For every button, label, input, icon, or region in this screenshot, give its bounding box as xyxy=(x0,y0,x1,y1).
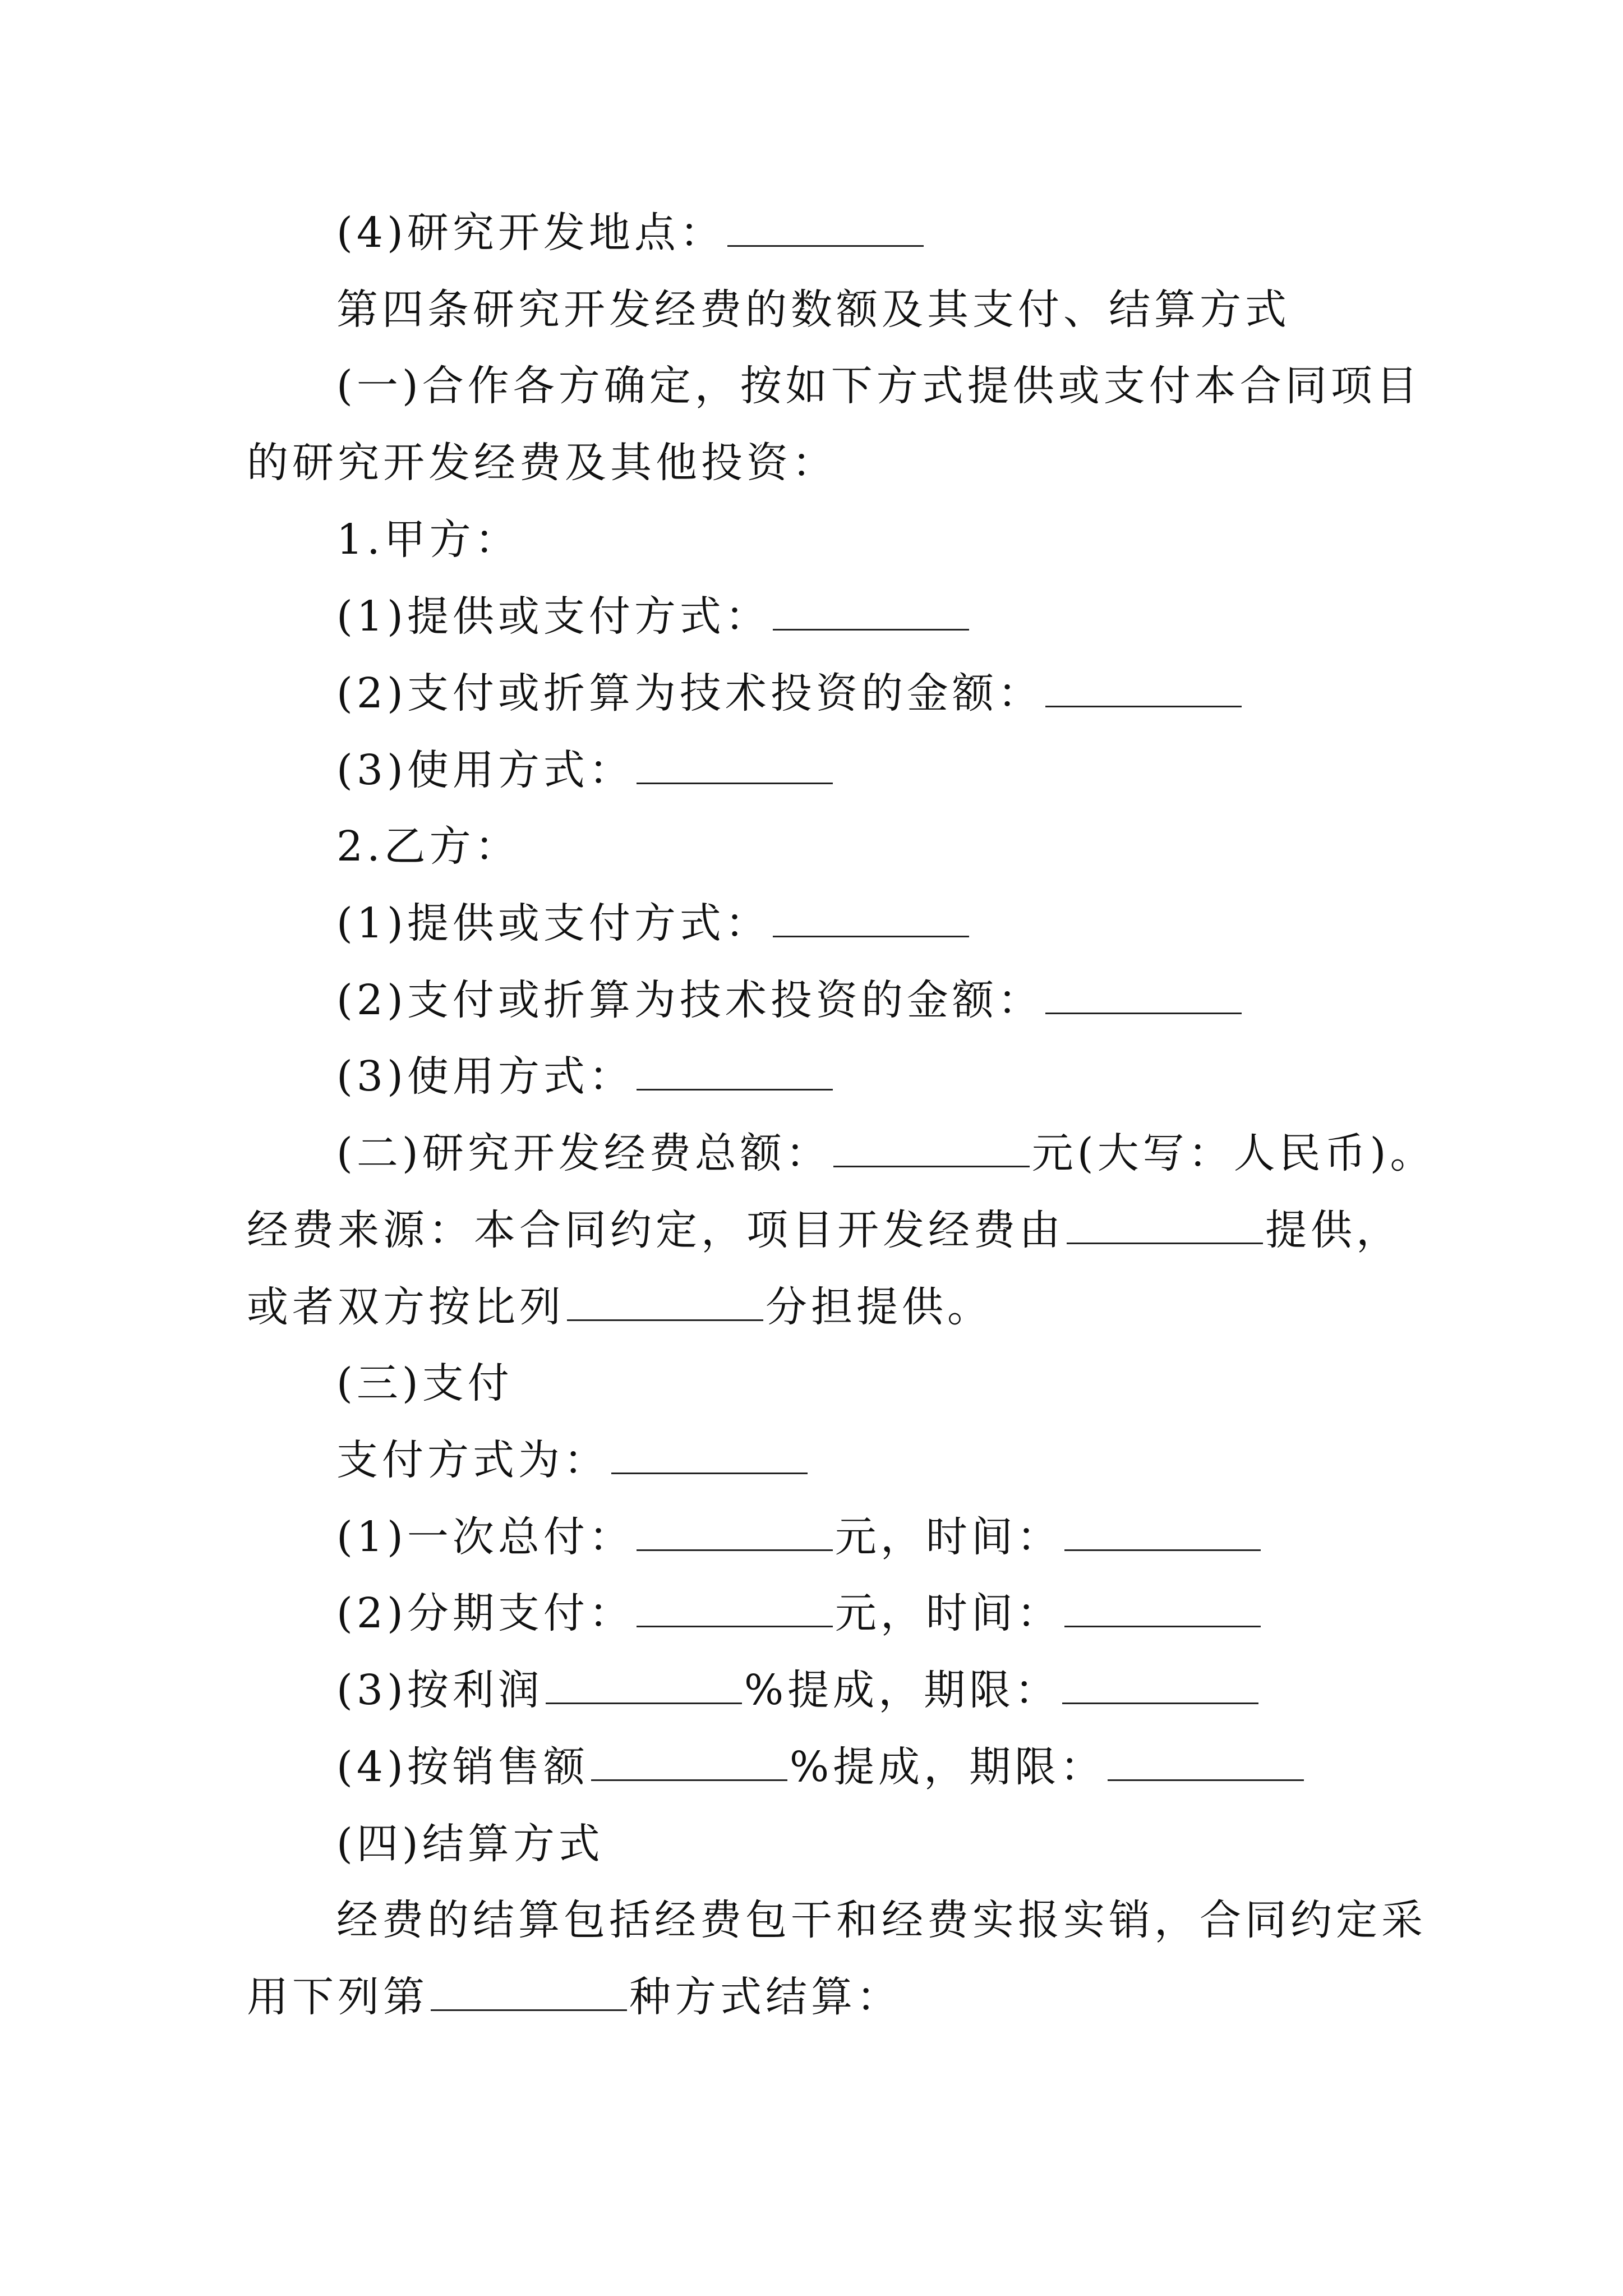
fill-blank[interactable] xyxy=(431,1973,627,2011)
fill-blank[interactable] xyxy=(1045,977,1242,1014)
fill-blank[interactable] xyxy=(833,1130,1030,1167)
payment-heading: (三)支付 xyxy=(336,1359,513,1407)
fill-blank[interactable] xyxy=(1108,1743,1304,1781)
fill-blank[interactable] xyxy=(591,1743,787,1781)
fill-blank[interactable] xyxy=(1045,670,1242,707)
fill-blank[interactable] xyxy=(637,1590,833,1627)
line-research-location: (4)研究开发地点： xyxy=(336,205,926,261)
fill-blank[interactable] xyxy=(1064,1590,1261,1627)
fill-blank[interactable] xyxy=(773,900,969,937)
fill-blank[interactable] xyxy=(611,1437,808,1474)
party-b-usage-method: (3)使用方式： xyxy=(336,1048,835,1105)
installment-line: (2)分期支付： 元，时间： xyxy=(336,1585,1263,1641)
funding-source-line: 经费来源：本合同约定，项目开发经费由 提供， xyxy=(247,1206,1401,1254)
fill-blank[interactable] xyxy=(1067,1207,1263,1244)
profit-commission-line: (3)按利润 %提成，期限： xyxy=(336,1662,1261,1718)
fill-blank[interactable] xyxy=(637,1053,833,1091)
party-b-heading: 2.乙方： xyxy=(336,822,520,871)
funding-share-line: 或者双方按比列 分担提供。 xyxy=(247,1283,993,1331)
settlement-text-line-2: 用下列第 种方式结算： xyxy=(247,1973,902,2021)
lump-sum-line: (1)一次总付： 元，时间： xyxy=(336,1509,1263,1565)
total-funding-line: (二)研究开发经费总额： 元(大写：人民币)。 xyxy=(336,1129,1436,1177)
settlement-heading: (四)结算方式 xyxy=(336,1820,604,1868)
clause-one-line-2: 的研究开发经费及其他投资： xyxy=(247,439,837,487)
party-b-investment-amount: (2)支付或折算为技术投资的金额： xyxy=(336,972,1244,1028)
sales-commission-line: (4)按销售额 %提成，期限： xyxy=(336,1739,1306,1795)
payment-method-line: 支付方式为： xyxy=(336,1432,810,1488)
fill-blank[interactable] xyxy=(773,593,969,631)
party-b-payment-method: (1)提供或支付方式： xyxy=(336,895,971,951)
clause-one-line-1: (一)合作各方确定，按如下方式提供或支付本合同项目 xyxy=(336,362,1422,410)
fill-blank[interactable] xyxy=(637,747,833,784)
party-a-payment-method: (1)提供或支付方式： xyxy=(336,588,971,645)
fill-blank[interactable] xyxy=(1064,1513,1261,1551)
article-four-heading: 第四条研究开发经费的数额及其支付、结算方式 xyxy=(336,286,1290,334)
fill-blank[interactable] xyxy=(1062,1667,1258,1704)
party-a-investment-amount: (2)支付或折算为技术投资的金额： xyxy=(336,665,1244,721)
party-a-heading: 1.甲方： xyxy=(336,516,520,564)
fill-blank[interactable] xyxy=(567,1283,763,1321)
fill-blank[interactable] xyxy=(727,209,924,247)
fill-blank[interactable] xyxy=(546,1667,742,1704)
fill-blank[interactable] xyxy=(637,1513,833,1551)
party-a-usage-method: (3)使用方式： xyxy=(336,742,835,798)
settlement-text-line-1: 经费的结算包括经费包干和经费实报实销，合同约定采 xyxy=(336,1896,1427,1944)
